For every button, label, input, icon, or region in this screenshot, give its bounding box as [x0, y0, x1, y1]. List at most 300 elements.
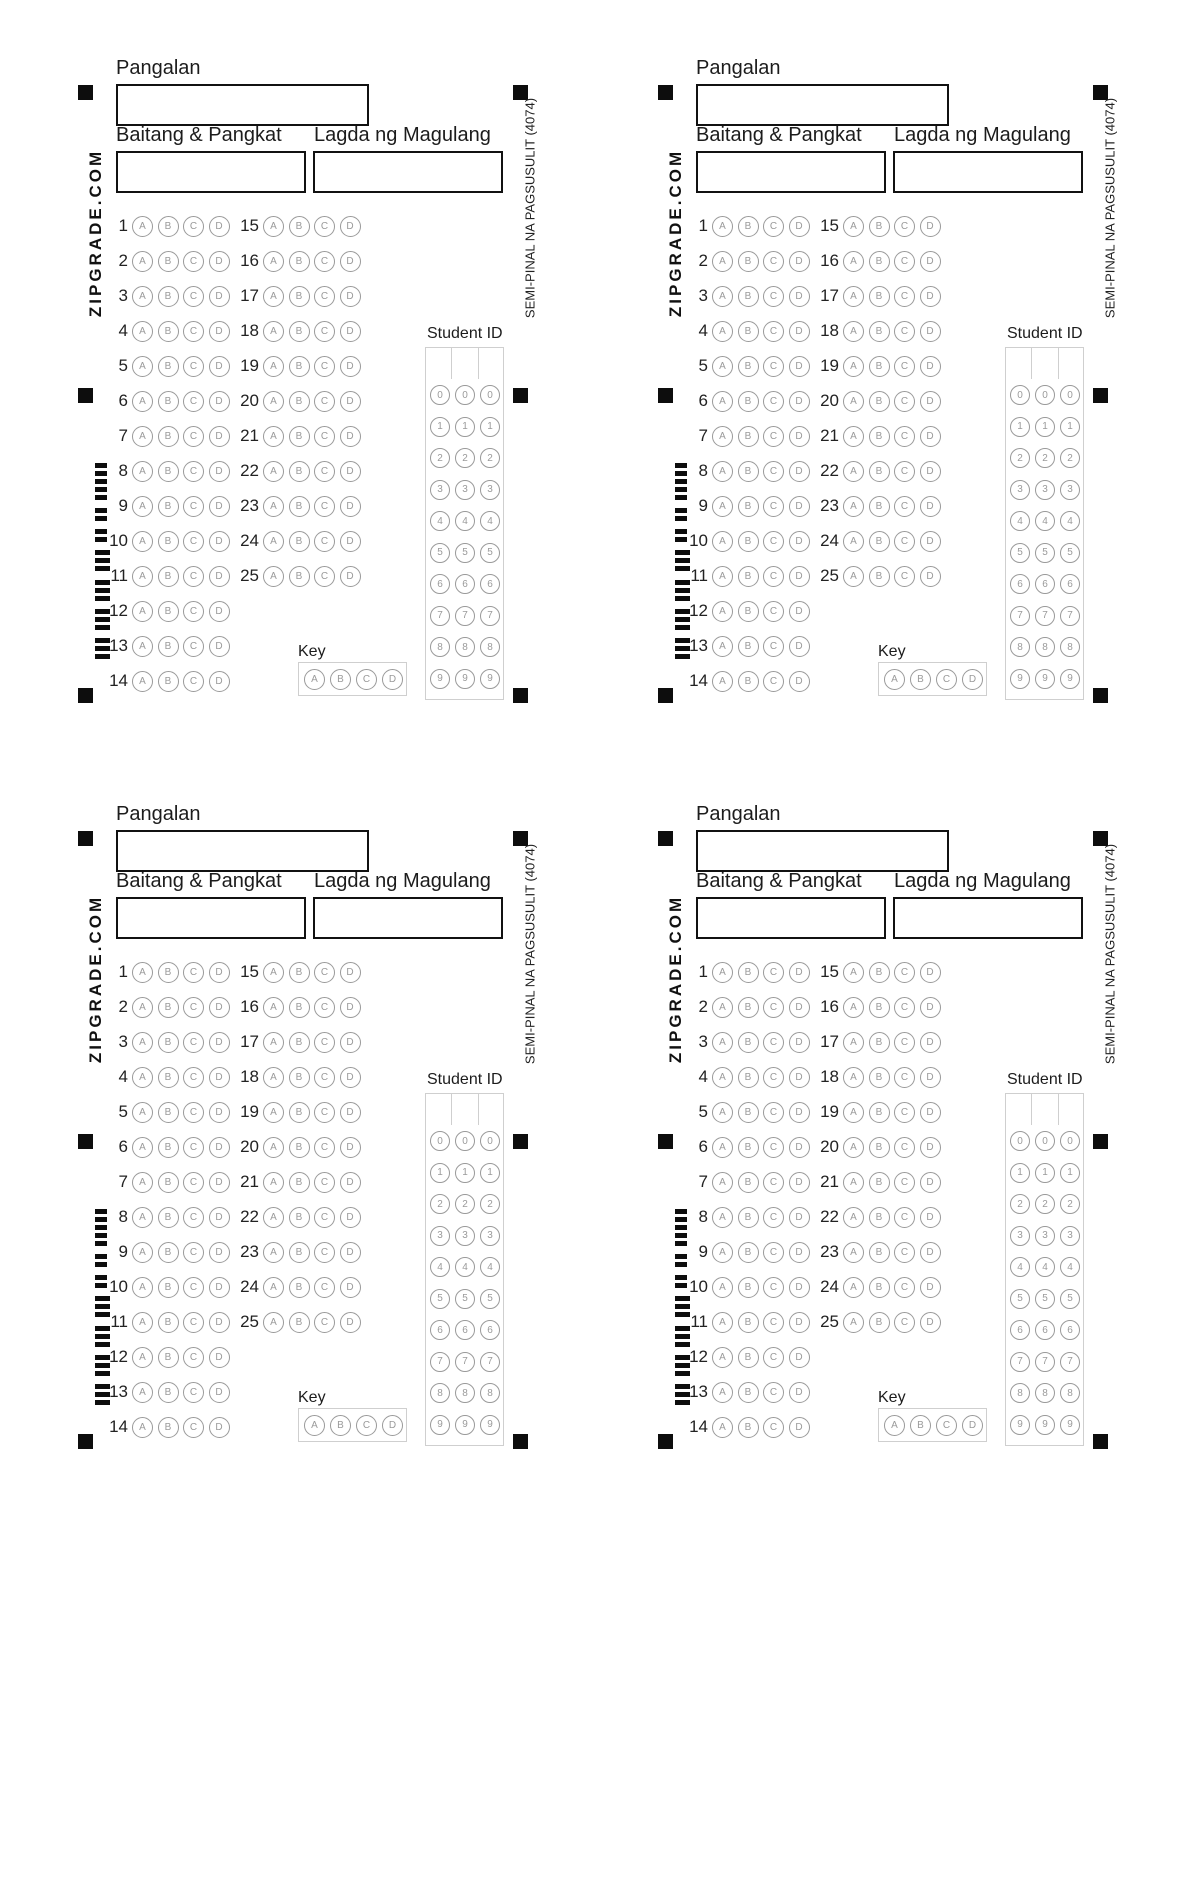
student-id-bubble[interactable]: 9	[1010, 1415, 1030, 1435]
answer-bubble[interactable]: D	[340, 391, 361, 412]
answer-bubble[interactable]: D	[340, 962, 361, 983]
student-id-bubble[interactable]: 8	[480, 1383, 500, 1403]
answer-bubble[interactable]: D	[789, 356, 810, 377]
answer-bubble[interactable]: A	[132, 1102, 153, 1123]
answer-bubble[interactable]: A	[263, 1277, 284, 1298]
answer-bubble[interactable]: B	[289, 962, 310, 983]
student-id-bubble[interactable]: 6	[1010, 574, 1030, 594]
answer-bubble[interactable]: A	[263, 496, 284, 517]
student-id-bubble[interactable]: 4	[480, 511, 500, 531]
student-id-bubble[interactable]: 7	[455, 1352, 475, 1372]
answer-bubble[interactable]: B	[289, 1242, 310, 1263]
student-id-bubble[interactable]: 2	[430, 1194, 450, 1214]
answer-bubble[interactable]: A	[263, 1172, 284, 1193]
answer-bubble[interactable]: C	[763, 671, 784, 692]
answer-bubble[interactable]: B	[738, 1382, 759, 1403]
answer-bubble[interactable]: C	[763, 1277, 784, 1298]
answer-bubble[interactable]: C	[763, 1102, 784, 1123]
answer-bubble[interactable]: C	[314, 251, 335, 272]
answer-bubble[interactable]: B	[869, 391, 890, 412]
answer-bubble[interactable]: B	[738, 216, 759, 237]
answer-bubble[interactable]: A	[132, 216, 153, 237]
answer-bubble[interactable]: A	[712, 496, 733, 517]
student-id-bubble[interactable]: 9	[1060, 1415, 1080, 1435]
answer-bubble[interactable]: D	[340, 461, 361, 482]
answer-bubble[interactable]: B	[738, 461, 759, 482]
answer-bubble[interactable]: A	[843, 997, 864, 1018]
student-id-bubble[interactable]: 9	[430, 1415, 450, 1435]
answer-bubble[interactable]: D	[209, 426, 230, 447]
answer-bubble[interactable]: A	[263, 321, 284, 342]
student-id-bubble[interactable]: 5	[455, 1289, 475, 1309]
answer-bubble[interactable]: B	[869, 1312, 890, 1333]
answer-bubble[interactable]: A	[843, 1242, 864, 1263]
student-id-bubble[interactable]: 4	[455, 1257, 475, 1277]
answer-bubble[interactable]: D	[789, 251, 810, 272]
parent-signature-field[interactable]	[893, 151, 1083, 193]
student-id-bubble[interactable]: 3	[430, 480, 450, 500]
student-id-bubble[interactable]: 5	[480, 543, 500, 563]
answer-bubble[interactable]: A	[263, 962, 284, 983]
answer-bubble[interactable]: A	[132, 671, 153, 692]
answer-bubble[interactable]: B	[158, 962, 179, 983]
answer-bubble[interactable]: C	[183, 391, 204, 412]
answer-bubble[interactable]: B	[158, 356, 179, 377]
answer-bubble[interactable]: A	[132, 1137, 153, 1158]
student-id-bubble[interactable]: 2	[430, 448, 450, 468]
answer-bubble[interactable]: B	[289, 531, 310, 552]
answer-bubble[interactable]: B	[869, 496, 890, 517]
answer-bubble[interactable]: D	[340, 1312, 361, 1333]
answer-bubble[interactable]: B	[158, 1172, 179, 1193]
answer-bubble[interactable]: C	[183, 426, 204, 447]
answer-bubble[interactable]: D	[920, 286, 941, 307]
answer-bubble[interactable]: D	[920, 1312, 941, 1333]
answer-bubble[interactable]: B	[738, 1242, 759, 1263]
answer-bubble[interactable]: B	[158, 531, 179, 552]
answer-bubble[interactable]: D	[789, 1382, 810, 1403]
answer-bubble[interactable]: D	[920, 251, 941, 272]
answer-bubble[interactable]: A	[712, 671, 733, 692]
student-id-bubble[interactable]: 8	[455, 637, 475, 657]
student-id-bubble[interactable]: 2	[1010, 1194, 1030, 1214]
student-id-bubble[interactable]: 4	[1010, 511, 1030, 531]
key-bubble[interactable]: A	[884, 1415, 905, 1436]
student-id-bubble[interactable]: 7	[480, 1352, 500, 1372]
answer-bubble[interactable]: C	[894, 962, 915, 983]
answer-bubble[interactable]: C	[183, 601, 204, 622]
student-id-bubble[interactable]: 1	[430, 1163, 450, 1183]
answer-bubble[interactable]: B	[869, 216, 890, 237]
answer-bubble[interactable]: C	[183, 1382, 204, 1403]
parent-signature-field[interactable]	[313, 897, 503, 939]
student-id-bubble[interactable]: 1	[455, 1163, 475, 1183]
answer-bubble[interactable]: A	[712, 1417, 733, 1438]
answer-bubble[interactable]: D	[340, 1277, 361, 1298]
answer-bubble[interactable]: D	[209, 1277, 230, 1298]
answer-bubble[interactable]: B	[738, 391, 759, 412]
answer-bubble[interactable]: D	[209, 636, 230, 657]
student-id-bubble[interactable]: 3	[480, 1226, 500, 1246]
student-id-bubble[interactable]: 7	[1035, 606, 1055, 626]
answer-bubble[interactable]: A	[843, 1277, 864, 1298]
student-id-bubble[interactable]: 5	[1060, 543, 1080, 563]
answer-bubble[interactable]: B	[869, 1032, 890, 1053]
student-id-bubble[interactable]: 3	[1010, 480, 1030, 500]
student-id-bubble[interactable]: 2	[480, 1194, 500, 1214]
student-id-bubble[interactable]: 4	[1060, 1257, 1080, 1277]
answer-bubble[interactable]: D	[340, 1172, 361, 1193]
answer-bubble[interactable]: A	[132, 997, 153, 1018]
answer-bubble[interactable]: D	[209, 962, 230, 983]
answer-bubble[interactable]: A	[712, 461, 733, 482]
answer-bubble[interactable]: C	[763, 531, 784, 552]
answer-bubble[interactable]: A	[132, 1032, 153, 1053]
answer-bubble[interactable]: A	[132, 1312, 153, 1333]
answer-bubble[interactable]: B	[289, 461, 310, 482]
key-bubble[interactable]: B	[910, 669, 931, 690]
student-id-bubble[interactable]: 6	[1035, 1320, 1055, 1340]
answer-bubble[interactable]: A	[843, 426, 864, 447]
answer-bubble[interactable]: B	[869, 1137, 890, 1158]
answer-bubble[interactable]: B	[158, 251, 179, 272]
answer-bubble[interactable]: D	[340, 1137, 361, 1158]
answer-bubble[interactable]: B	[869, 426, 890, 447]
answer-bubble[interactable]: C	[183, 1242, 204, 1263]
answer-bubble[interactable]: A	[263, 286, 284, 307]
answer-bubble[interactable]: A	[843, 286, 864, 307]
answer-bubble[interactable]: D	[789, 426, 810, 447]
student-id-bubble[interactable]: 8	[1010, 1383, 1030, 1403]
student-id-bubble[interactable]: 8	[1060, 637, 1080, 657]
student-id-bubble[interactable]: 1	[1035, 1163, 1055, 1183]
answer-bubble[interactable]: A	[712, 391, 733, 412]
answer-bubble[interactable]: D	[789, 321, 810, 342]
answer-bubble[interactable]: B	[738, 636, 759, 657]
answer-bubble[interactable]: B	[869, 997, 890, 1018]
answer-bubble[interactable]: D	[209, 321, 230, 342]
key-bubble[interactable]: A	[304, 1415, 325, 1436]
student-id-bubble[interactable]: 6	[1060, 1320, 1080, 1340]
answer-bubble[interactable]: C	[183, 566, 204, 587]
answer-bubble[interactable]: C	[183, 1032, 204, 1053]
answer-bubble[interactable]: C	[763, 1312, 784, 1333]
answer-bubble[interactable]: B	[738, 1032, 759, 1053]
answer-bubble[interactable]: D	[340, 286, 361, 307]
student-id-bubble[interactable]: 3	[1060, 1226, 1080, 1246]
answer-bubble[interactable]: C	[314, 286, 335, 307]
answer-bubble[interactable]: C	[763, 216, 784, 237]
answer-bubble[interactable]: D	[209, 1137, 230, 1158]
answer-bubble[interactable]: C	[183, 461, 204, 482]
student-id-bubble[interactable]: 8	[1010, 637, 1030, 657]
answer-bubble[interactable]: C	[894, 531, 915, 552]
answer-bubble[interactable]: B	[158, 636, 179, 657]
answer-bubble[interactable]: A	[132, 461, 153, 482]
answer-bubble[interactable]: B	[738, 321, 759, 342]
answer-bubble[interactable]: A	[712, 321, 733, 342]
answer-bubble[interactable]: B	[158, 1312, 179, 1333]
answer-bubble[interactable]: A	[712, 1347, 733, 1368]
answer-bubble[interactable]: A	[843, 1032, 864, 1053]
student-id-bubble[interactable]: 4	[430, 511, 450, 531]
answer-bubble[interactable]: A	[843, 321, 864, 342]
answer-bubble[interactable]: D	[789, 216, 810, 237]
answer-bubble[interactable]: D	[789, 997, 810, 1018]
answer-bubble[interactable]: A	[263, 997, 284, 1018]
student-id-bubble[interactable]: 5	[430, 1289, 450, 1309]
student-id-bubble[interactable]: 1	[430, 417, 450, 437]
answer-bubble[interactable]: A	[132, 1067, 153, 1088]
answer-bubble[interactable]: B	[738, 531, 759, 552]
answer-bubble[interactable]: B	[738, 601, 759, 622]
answer-bubble[interactable]: C	[314, 391, 335, 412]
answer-bubble[interactable]: C	[183, 1102, 204, 1123]
answer-bubble[interactable]: D	[209, 1312, 230, 1333]
answer-bubble[interactable]: C	[183, 531, 204, 552]
student-id-bubble[interactable]: 6	[430, 574, 450, 594]
answer-bubble[interactable]: C	[314, 216, 335, 237]
answer-bubble[interactable]: D	[789, 1067, 810, 1088]
answer-bubble[interactable]: C	[314, 962, 335, 983]
answer-bubble[interactable]: A	[132, 286, 153, 307]
answer-bubble[interactable]: A	[132, 1347, 153, 1368]
answer-bubble[interactable]: D	[340, 321, 361, 342]
answer-bubble[interactable]: B	[869, 566, 890, 587]
answer-bubble[interactable]: A	[132, 1417, 153, 1438]
student-id-bubble[interactable]: 9	[455, 669, 475, 689]
answer-bubble[interactable]: C	[183, 1067, 204, 1088]
answer-bubble[interactable]: A	[132, 1207, 153, 1228]
answer-bubble[interactable]: D	[789, 1102, 810, 1123]
answer-bubble[interactable]: C	[314, 1242, 335, 1263]
answer-bubble[interactable]: A	[843, 251, 864, 272]
answer-bubble[interactable]: A	[712, 1312, 733, 1333]
answer-bubble[interactable]: D	[789, 1312, 810, 1333]
student-id-bubble[interactable]: 4	[1035, 1257, 1055, 1277]
answer-bubble[interactable]: A	[712, 356, 733, 377]
answer-bubble[interactable]: D	[209, 1067, 230, 1088]
answer-bubble[interactable]: C	[314, 531, 335, 552]
answer-bubble[interactable]: A	[712, 1382, 733, 1403]
name-field[interactable]	[696, 84, 949, 126]
student-id-bubble[interactable]: 1	[1060, 417, 1080, 437]
answer-bubble[interactable]: A	[132, 1382, 153, 1403]
key-bubble[interactable]: A	[884, 669, 905, 690]
answer-bubble[interactable]: D	[340, 1067, 361, 1088]
key-bubble[interactable]: C	[936, 1415, 957, 1436]
answer-bubble[interactable]: D	[209, 1347, 230, 1368]
answer-bubble[interactable]: B	[158, 1417, 179, 1438]
answer-bubble[interactable]: B	[289, 286, 310, 307]
student-id-bubble[interactable]: 3	[455, 480, 475, 500]
key-bubble[interactable]: C	[936, 669, 957, 690]
answer-bubble[interactable]: C	[763, 601, 784, 622]
answer-bubble[interactable]: D	[209, 1172, 230, 1193]
answer-bubble[interactable]: D	[209, 997, 230, 1018]
student-id-bubble[interactable]: 6	[455, 574, 475, 594]
answer-bubble[interactable]: A	[712, 601, 733, 622]
answer-bubble[interactable]: C	[183, 1207, 204, 1228]
answer-bubble[interactable]: D	[789, 566, 810, 587]
answer-bubble[interactable]: B	[869, 286, 890, 307]
student-id-bubble[interactable]: 0	[430, 1131, 450, 1151]
answer-bubble[interactable]: D	[340, 566, 361, 587]
student-id-bubble[interactable]: 9	[480, 669, 500, 689]
answer-bubble[interactable]: C	[894, 391, 915, 412]
answer-bubble[interactable]: D	[920, 496, 941, 517]
student-id-bubble[interactable]: 1	[1010, 417, 1030, 437]
answer-bubble[interactable]: B	[289, 251, 310, 272]
answer-bubble[interactable]: D	[340, 997, 361, 1018]
answer-bubble[interactable]: C	[763, 321, 784, 342]
answer-bubble[interactable]: C	[894, 1242, 915, 1263]
answer-bubble[interactable]: A	[263, 1067, 284, 1088]
answer-bubble[interactable]: A	[712, 216, 733, 237]
answer-bubble[interactable]: C	[183, 962, 204, 983]
answer-bubble[interactable]: A	[132, 251, 153, 272]
answer-bubble[interactable]: C	[314, 1067, 335, 1088]
answer-bubble[interactable]: B	[158, 1207, 179, 1228]
answer-bubble[interactable]: D	[789, 636, 810, 657]
answer-bubble[interactable]: D	[920, 962, 941, 983]
answer-bubble[interactable]: B	[738, 997, 759, 1018]
answer-bubble[interactable]: A	[263, 1207, 284, 1228]
student-id-bubble[interactable]: 7	[430, 606, 450, 626]
answer-bubble[interactable]: A	[843, 1207, 864, 1228]
answer-bubble[interactable]: C	[763, 1067, 784, 1088]
answer-bubble[interactable]: C	[763, 1172, 784, 1193]
answer-bubble[interactable]: B	[158, 391, 179, 412]
key-bubble[interactable]: D	[962, 669, 983, 690]
answer-bubble[interactable]: C	[894, 997, 915, 1018]
answer-bubble[interactable]: A	[712, 1067, 733, 1088]
student-id-bubble[interactable]: 9	[1010, 669, 1030, 689]
answer-bubble[interactable]: D	[340, 531, 361, 552]
answer-bubble[interactable]: A	[843, 216, 864, 237]
student-id-bubble[interactable]: 7	[430, 1352, 450, 1372]
answer-bubble[interactable]: C	[763, 356, 784, 377]
answer-bubble[interactable]: C	[763, 636, 784, 657]
answer-bubble[interactable]: C	[894, 566, 915, 587]
answer-bubble[interactable]: D	[789, 496, 810, 517]
student-id-bubble[interactable]: 3	[1010, 1226, 1030, 1246]
parent-signature-field[interactable]	[893, 897, 1083, 939]
answer-bubble[interactable]: B	[869, 1172, 890, 1193]
answer-bubble[interactable]: A	[263, 216, 284, 237]
section-field[interactable]	[696, 897, 886, 939]
answer-bubble[interactable]: C	[314, 1032, 335, 1053]
answer-bubble[interactable]: D	[209, 1382, 230, 1403]
answer-bubble[interactable]: D	[920, 321, 941, 342]
answer-bubble[interactable]: D	[340, 426, 361, 447]
answer-bubble[interactable]: B	[289, 1207, 310, 1228]
student-id-bubble[interactable]: 3	[430, 1226, 450, 1246]
answer-bubble[interactable]: A	[712, 1032, 733, 1053]
student-id-bubble[interactable]: 0	[480, 385, 500, 405]
student-id-bubble[interactable]: 1	[1060, 1163, 1080, 1183]
answer-bubble[interactable]: D	[789, 286, 810, 307]
student-id-bubble[interactable]: 0	[1010, 385, 1030, 405]
answer-bubble[interactable]: C	[183, 286, 204, 307]
answer-bubble[interactable]: B	[289, 1032, 310, 1053]
answer-bubble[interactable]: D	[209, 251, 230, 272]
answer-bubble[interactable]: D	[920, 1172, 941, 1193]
answer-bubble[interactable]: D	[789, 1137, 810, 1158]
answer-bubble[interactable]: C	[894, 286, 915, 307]
student-id-bubble[interactable]: 5	[455, 543, 475, 563]
answer-bubble[interactable]: A	[712, 531, 733, 552]
answer-bubble[interactable]: C	[314, 321, 335, 342]
name-field[interactable]	[116, 830, 369, 872]
answer-bubble[interactable]: D	[789, 962, 810, 983]
answer-bubble[interactable]: A	[712, 636, 733, 657]
student-id-bubble[interactable]: 2	[1060, 448, 1080, 468]
answer-bubble[interactable]: B	[738, 426, 759, 447]
answer-bubble[interactable]: D	[340, 1102, 361, 1123]
student-id-bubble[interactable]: 0	[1060, 1131, 1080, 1151]
answer-bubble[interactable]: A	[843, 1102, 864, 1123]
student-id-bubble[interactable]: 9	[430, 669, 450, 689]
student-id-bubble[interactable]: 5	[430, 543, 450, 563]
answer-bubble[interactable]: B	[289, 1277, 310, 1298]
answer-bubble[interactable]: B	[738, 1207, 759, 1228]
student-id-bubble[interactable]: 3	[480, 480, 500, 500]
answer-bubble[interactable]: C	[314, 1277, 335, 1298]
answer-bubble[interactable]: A	[712, 566, 733, 587]
answer-bubble[interactable]: A	[132, 531, 153, 552]
answer-bubble[interactable]: D	[789, 1207, 810, 1228]
answer-bubble[interactable]: B	[869, 251, 890, 272]
student-id-bubble[interactable]: 6	[1035, 574, 1055, 594]
answer-bubble[interactable]: B	[289, 391, 310, 412]
key-bubble[interactable]: C	[356, 669, 377, 690]
answer-bubble[interactable]: B	[738, 1172, 759, 1193]
answer-bubble[interactable]: C	[763, 1417, 784, 1438]
section-field[interactable]	[116, 897, 306, 939]
student-id-bubble[interactable]: 5	[480, 1289, 500, 1309]
answer-bubble[interactable]: B	[738, 286, 759, 307]
answer-bubble[interactable]: A	[712, 251, 733, 272]
answer-bubble[interactable]: A	[263, 1312, 284, 1333]
answer-bubble[interactable]: D	[789, 601, 810, 622]
answer-bubble[interactable]: C	[894, 461, 915, 482]
answer-bubble[interactable]: C	[894, 1102, 915, 1123]
answer-bubble[interactable]: B	[158, 1382, 179, 1403]
answer-bubble[interactable]: A	[132, 391, 153, 412]
student-id-bubble[interactable]: 0	[430, 385, 450, 405]
answer-bubble[interactable]: A	[843, 1312, 864, 1333]
answer-bubble[interactable]: D	[920, 216, 941, 237]
answer-bubble[interactable]: A	[132, 1277, 153, 1298]
answer-bubble[interactable]: D	[209, 1417, 230, 1438]
answer-bubble[interactable]: A	[712, 997, 733, 1018]
student-id-bubble[interactable]: 4	[430, 1257, 450, 1277]
student-id-bubble[interactable]: 3	[1060, 480, 1080, 500]
answer-bubble[interactable]: B	[738, 1417, 759, 1438]
answer-bubble[interactable]: C	[763, 1137, 784, 1158]
answer-bubble[interactable]: D	[789, 1417, 810, 1438]
student-id-bubble[interactable]: 5	[1035, 543, 1055, 563]
key-bubble[interactable]: B	[330, 669, 351, 690]
answer-bubble[interactable]: C	[314, 1312, 335, 1333]
answer-bubble[interactable]: D	[209, 286, 230, 307]
answer-bubble[interactable]: B	[289, 1102, 310, 1123]
answer-bubble[interactable]: A	[843, 962, 864, 983]
answer-bubble[interactable]: C	[314, 1172, 335, 1193]
answer-bubble[interactable]: C	[183, 216, 204, 237]
answer-bubble[interactable]: C	[183, 251, 204, 272]
